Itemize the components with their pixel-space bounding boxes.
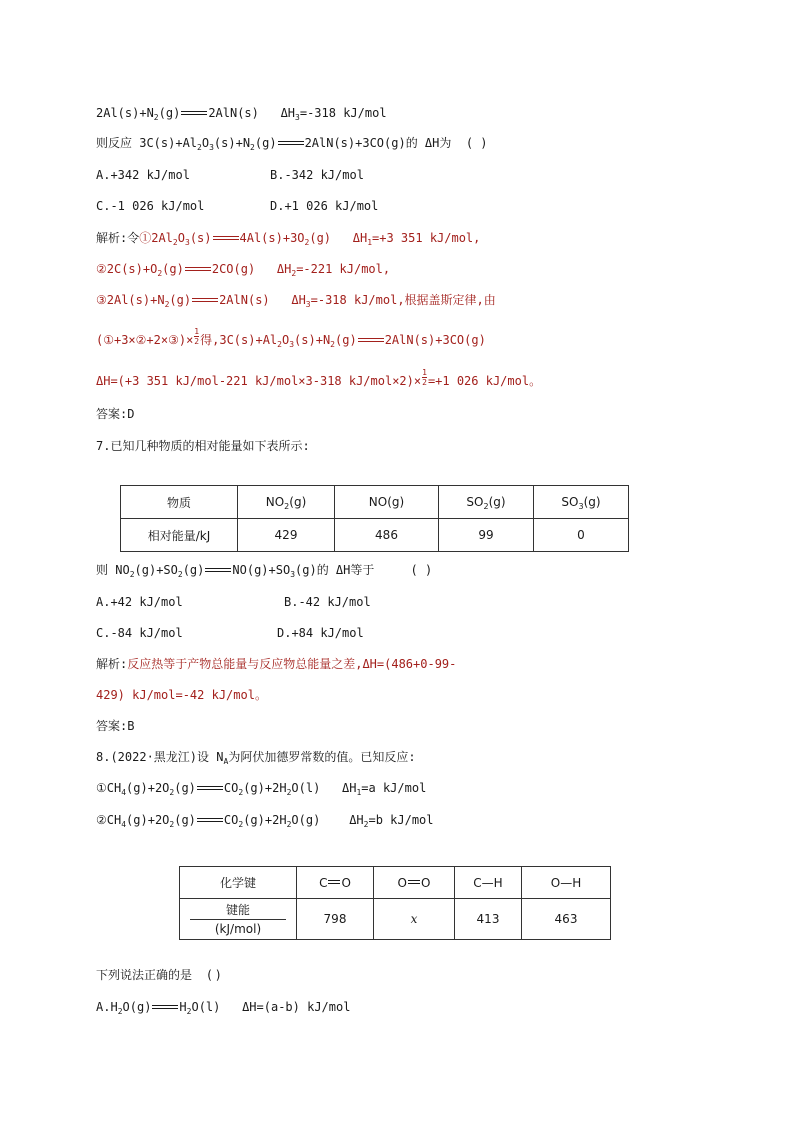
question-line <box>96 562 432 578</box>
eq-text: O <box>281 333 290 347</box>
option-text: H <box>179 1000 187 1014</box>
eq-text: ②CH <box>96 813 122 827</box>
table-header-cell: NO(g) <box>335 486 439 519</box>
reaction-text: 2Al(s)+N <box>96 106 154 120</box>
option-c <box>96 198 204 214</box>
table-header-cell: $SO_2(g)$ <box>439 486 534 519</box>
eq-text: CO <box>223 813 239 827</box>
fraction-numerator: 1 <box>194 327 200 336</box>
table-header-cell: $NO_2(g)$ <box>238 486 335 519</box>
cell-text: C <box>319 875 328 890</box>
subscript: 2 <box>177 570 183 579</box>
option-text: D.+1 026 kJ/mol <box>270 199 379 213</box>
subscript: 2 <box>291 269 297 278</box>
table-cell: 486 <box>335 519 439 552</box>
table-cell: 429 <box>238 519 335 552</box>
option-a <box>96 167 190 183</box>
option-text: B.-342 kJ/mol <box>270 168 364 182</box>
subscript: 2 <box>238 788 244 797</box>
eq-text: 2CO(g) <box>211 262 256 276</box>
table-header-cell: C—H <box>455 867 522 899</box>
delta-h-value: =-318 kJ/mol,根据盖斯定律,由 <box>310 293 496 307</box>
subscript: 2 <box>169 788 175 797</box>
stem-text: O <box>201 136 210 150</box>
subscript: 2 <box>250 143 255 152</box>
eq-text: (g)+2H <box>243 813 287 827</box>
stem-text: 8.(2022·黑龙江)设 N <box>96 750 224 764</box>
eq-text: ③2Al(s)+N <box>96 293 165 307</box>
answer-blank: ( ) <box>410 563 433 577</box>
subscript: 4 <box>121 788 127 797</box>
delta-h: ΔH <box>276 262 292 276</box>
fraction-denominator: 2 <box>194 337 200 346</box>
q-text: (g)的 ΔH等于 <box>295 563 375 577</box>
analysis-line-3 <box>96 292 496 308</box>
option-a <box>96 999 350 1015</box>
table-header-cell: $SO_3(g)$ <box>534 486 629 519</box>
subscript: 2 <box>186 1007 192 1016</box>
analysis-line <box>96 687 267 703</box>
fraction-denominator: 2 <box>422 378 427 387</box>
eq-text: ①CH <box>96 781 122 795</box>
table-cell: 99 <box>439 519 534 552</box>
question-stem <box>96 749 416 765</box>
option-b <box>270 167 364 183</box>
stem-text: 2AlN(s)+3CO(g)的 ΔH为 <box>304 136 452 150</box>
equals-sign <box>197 786 223 790</box>
delta-h-value: =+3 351 kJ/mol, <box>372 231 481 245</box>
subscript: 2 <box>330 340 335 349</box>
equals-sign <box>213 236 239 240</box>
answer-blank: ( ) <box>207 968 221 982</box>
table-header-cell <box>374 867 455 899</box>
analysis-label: 解析:令 <box>96 231 140 245</box>
option-text: A.H <box>96 1000 118 1014</box>
subscript: 2 <box>238 820 244 829</box>
option-text: A.+42 kJ/mol <box>96 595 183 609</box>
eq-text: (g)+2O <box>126 781 170 795</box>
eq-text: (g) <box>174 781 196 795</box>
eq-text: (g)+2O <box>126 813 170 827</box>
subscript: 2 <box>197 143 202 152</box>
subscript: 1 <box>356 788 362 797</box>
subscript: 2 <box>129 570 135 579</box>
subscript: 3 <box>290 570 296 579</box>
option-text: C.-84 kJ/mol <box>96 626 183 640</box>
table-header-cell: 物质 <box>121 486 238 519</box>
subscript: 2 <box>284 502 290 511</box>
table-row-label: 相对能量/kJ <box>121 519 238 552</box>
reaction-2 <box>96 812 434 828</box>
subscript: 2 <box>164 300 170 309</box>
eq-text: O(l) <box>291 781 321 795</box>
energy-table <box>120 485 629 552</box>
delta-h-value: =-221 kJ/mol, <box>296 262 391 276</box>
table-cell: 798 <box>297 899 374 940</box>
equals-sign <box>197 818 223 822</box>
answer-blank: ( ) <box>465 136 488 150</box>
subscript: 3 <box>295 113 300 122</box>
stem-text: (s)+N <box>213 136 251 150</box>
equals-sign <box>358 338 384 342</box>
answer-q6 <box>96 406 134 422</box>
eq-text: =+1 026 kJ/mol。 <box>427 374 542 388</box>
reaction-text: 2AlN(s) <box>208 106 259 120</box>
subscript: 3 <box>305 300 311 309</box>
eq-text: CO <box>223 781 239 795</box>
option-text: C.-1 026 kJ/mol <box>96 199 205 213</box>
option-d <box>270 198 378 214</box>
q-text: (g)+SO <box>134 563 178 577</box>
cell-text: NO <box>265 495 285 509</box>
table-cell: 413 <box>455 899 522 940</box>
subscript: 3 <box>578 502 584 511</box>
analysis-text: 429) kJ/mol=-42 kJ/mol。 <box>96 688 267 702</box>
option-text: D.+84 kJ/mol <box>277 626 364 640</box>
equals-sign <box>185 267 211 271</box>
subscript: 2 <box>157 269 163 278</box>
subscript: 3 <box>184 238 190 247</box>
table-row <box>180 899 611 940</box>
fraction <box>194 327 199 346</box>
eq-text: (g) <box>309 231 332 245</box>
table-cell: 463 <box>522 899 611 940</box>
subscript: 2 <box>286 820 292 829</box>
subscript: 1 <box>367 238 373 247</box>
answer-text: 答案:D <box>96 407 135 421</box>
answer-q7 <box>96 718 134 734</box>
option-a <box>96 594 183 610</box>
eq-text: (①+3×②+2×③)× <box>96 333 194 347</box>
analysis-line-4 <box>96 327 486 350</box>
eq-text: O(g) <box>291 813 321 827</box>
analysis-line-5 <box>96 368 542 391</box>
table-row <box>180 867 611 899</box>
eq-text: (g)+2H <box>243 781 287 795</box>
cell-text: x <box>410 912 418 926</box>
subscript: 2 <box>117 1007 123 1016</box>
eq-text: 2AlN(s)+3CO(g) <box>384 333 486 347</box>
delta-h: ΔH <box>349 813 364 827</box>
subscript: 3 <box>289 340 295 349</box>
table-cell <box>374 899 455 940</box>
analysis-line <box>96 656 456 672</box>
delta-h-value: =b kJ/mol <box>368 813 434 827</box>
subscript: 3 <box>209 143 214 152</box>
cell-text: (kJ/mol) <box>214 921 262 936</box>
q-text: 下列说法正确的是 <box>96 968 193 982</box>
reaction-text: (g) <box>158 106 181 120</box>
table-row-label <box>180 899 297 940</box>
equation-1 <box>139 231 480 245</box>
subscript: 2 <box>363 820 369 829</box>
equals-sign <box>181 111 207 115</box>
option-text: A.+342 kJ/mol <box>96 168 190 182</box>
table-header-cell: O—H <box>522 867 611 899</box>
option-d <box>277 625 364 641</box>
option-text: O(l) <box>191 1000 221 1014</box>
double-bond <box>328 880 340 884</box>
eq-text: (s)+N <box>294 333 331 347</box>
eq-text: (s) <box>189 231 212 245</box>
q-text: NO(g)+SO <box>232 563 291 577</box>
reaction-1 <box>96 780 426 796</box>
question-stem <box>96 135 488 151</box>
delta-h: ΔH <box>291 293 306 307</box>
eq-text: ①2Al <box>139 231 173 245</box>
eq-text: 4Al(s)+3O <box>239 231 305 245</box>
bond-energy-table <box>179 866 611 940</box>
option-text: O(g) <box>122 1000 152 1014</box>
analysis-line-2 <box>96 261 390 277</box>
equals-sign <box>278 141 304 145</box>
subscript: 4 <box>121 820 127 829</box>
option-text: B.-42 kJ/mol <box>284 595 371 609</box>
subscript: 2 <box>304 238 310 247</box>
stem-text: 7.已知几种物质的相对能量如下表所示: <box>96 439 310 453</box>
cell-text: SO <box>466 495 484 509</box>
reaction-line <box>96 105 387 121</box>
eq-text: (g) <box>162 262 184 276</box>
stem-text: (g) <box>254 136 277 150</box>
delta-h-value: =-318 kJ/mol <box>299 106 387 120</box>
subscript: 2 <box>153 113 159 122</box>
delta-h: ΔH <box>280 106 296 120</box>
table-header-cell <box>297 867 374 899</box>
analysis-label: 解析: <box>96 657 128 671</box>
fraction-numerator: 1 <box>422 368 427 377</box>
question-stem <box>96 438 310 454</box>
q-text: 则 NO <box>96 563 130 577</box>
delta-h: ΔH <box>352 231 368 245</box>
delta-h-value: ΔH=(a-b) kJ/mol <box>242 1000 351 1014</box>
cell-text: O <box>397 875 407 890</box>
cell-text: O <box>421 875 431 890</box>
answer-text: 答案:B <box>96 719 135 733</box>
eq-text: (g) <box>169 293 192 307</box>
cell-text: O <box>341 875 351 890</box>
option-c <box>96 625 183 641</box>
eq-text: O <box>177 231 185 245</box>
option-b <box>284 594 371 610</box>
analysis-text: 反应热等于产物总能量与反应物总能量之差,ΔH=(486+0-99- <box>127 657 457 671</box>
equals-sign <box>192 298 218 302</box>
delta-h-value: =a kJ/mol <box>361 781 427 795</box>
subscript: 2 <box>286 788 292 797</box>
equals-sign <box>205 568 231 572</box>
q-text: (g) <box>182 563 205 577</box>
table-row <box>121 519 629 552</box>
stem-text: 则反应 3C(s)+Al <box>96 136 198 150</box>
table-header-cell: 化学键 <box>180 867 297 899</box>
analysis-line-1 <box>96 230 480 246</box>
eq-text: ②2C(s)+O <box>96 262 158 276</box>
equals-sign <box>152 1005 178 1009</box>
eq-text: (g) <box>174 813 196 827</box>
eq-text: ΔH=(+3 351 kJ/mol-221 kJ/mol×3-318 kJ/mol×2)× <box>96 374 422 388</box>
question-line <box>96 967 220 983</box>
delta-h: ΔH <box>341 781 357 795</box>
table-cell: 0 <box>534 519 629 552</box>
table-row <box>121 486 629 519</box>
subscript: 2 <box>172 238 178 247</box>
cell-text: SO <box>561 495 579 509</box>
eq-text: 2AlN(s) <box>219 293 270 307</box>
subscript: A <box>223 757 229 766</box>
stem-text: 为阿伏加德罗常数的值。已知反应: <box>228 750 416 764</box>
eq-text: 得,3C(s)+Al <box>200 333 278 347</box>
eq-text: (g) <box>335 333 357 347</box>
subscript: 2 <box>483 502 489 511</box>
cell-text: 键能 <box>190 901 286 920</box>
double-bond <box>408 880 420 884</box>
subscript: 2 <box>277 340 282 349</box>
fraction <box>422 368 427 387</box>
subscript: 2 <box>169 820 175 829</box>
